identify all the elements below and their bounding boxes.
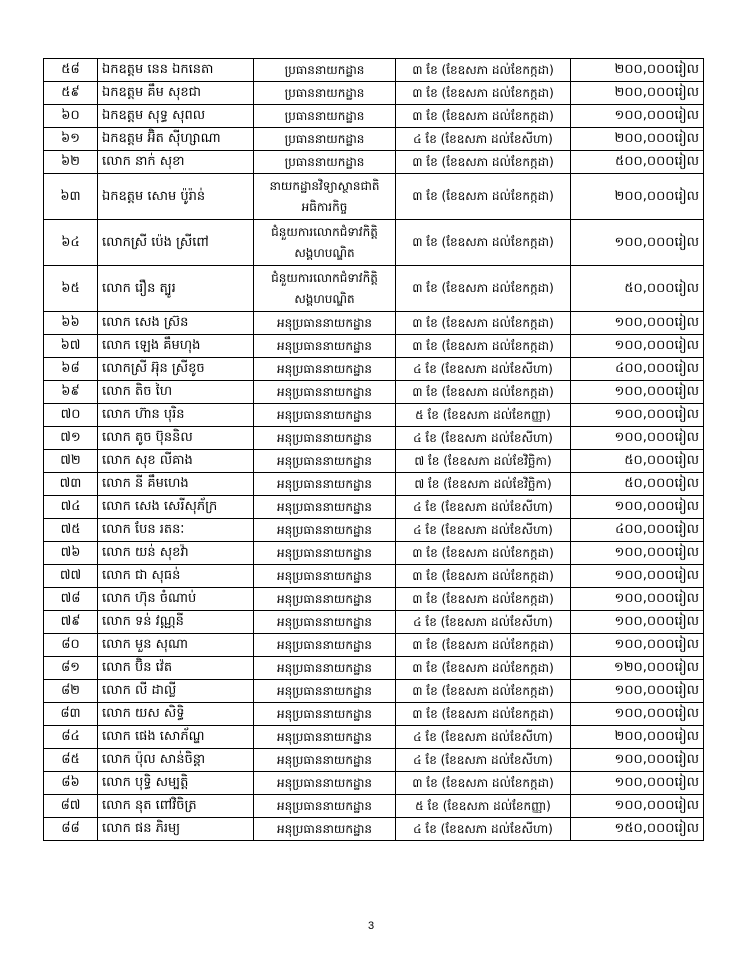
duration-cell: ៣ ខែ (ខែឧសភា ដល់ខែកក្កដា) [396,105,571,128]
duration-cell: ៣ ខែ (ខែឧសភា ដល់ខែកក្កដា) [396,266,571,312]
table-row [44,59,704,82]
duration-cell: ៣ ខែ (ខែឧសភា ដល់ខែកក្កដា) [396,772,571,795]
row-number-cell: ៦២ [44,151,98,174]
name-cell: លោក យន់ សុខវ៉ា [98,542,254,565]
name-cell: ឯកឧត្តម សុទ្ធ សុពល [98,105,254,128]
table-row [44,381,704,404]
name-cell: លោក ប៉ុល សាន់ចិន្តា [98,749,254,772]
duration-cell: ៣ ខែ (ខែឧសភា ដល់ខែកក្កដា) [396,542,571,565]
amount-cell: ១០០,០០០រៀល [571,795,704,818]
row-number-cell: ៨៤ [44,726,98,749]
duration-cell: ៣ ខែ (ខែឧសភា ដល់ខែកក្កដា) [396,151,571,174]
position-cell: ប្រធាននាយកដ្ឋាន [254,151,396,174]
name-cell: លោក បែន រតនៈ [98,519,254,542]
name-cell: លោក ផន ភិរម្យ [98,818,254,841]
position-cell: អនុប្រធាននាយកដ្ឋាន [254,772,396,795]
amount-cell: ១៥០,០០០រៀល [571,818,704,841]
duration-cell: ៣ ខែ (ខែឧសភា ដល់ខែកក្កដា) [396,381,571,404]
position-cell: អនុប្រធាននាយកដ្ឋាន [254,818,396,841]
table-row [44,450,704,473]
name-cell: លោក រឿន ត្បូរ [98,266,254,312]
name-cell: លោក មួន សុណា [98,634,254,657]
amount-cell: ១០០,០០០រៀល [571,565,704,588]
name-cell: លោក សេង ស្រ៊ន [98,312,254,335]
amount-cell: ១០០,០០០រៀល [571,611,704,634]
name-cell: លោក តិច ហៃ [98,381,254,404]
amount-cell: ១០០,០០០រៀល [571,680,704,703]
name-cell: លោក ហ៊ុន ចំណាប់ [98,588,254,611]
name-cell: លោក បុទ្ធិ សម្បត្តិ [98,772,254,795]
table-row [44,496,704,519]
amount-cell: ១០០,០០០រៀល [571,105,704,128]
row-number-cell: ៨៦ [44,772,98,795]
table-row [44,220,704,266]
name-cell: លោក នុត ពៅវិចិត្រ [98,795,254,818]
amount-cell: ១០០,០០០រៀល [571,496,704,519]
name-cell: លោក ឡេង គឹមហុង [98,335,254,358]
table-row [44,266,704,312]
name-cell: លោក ទន់ វណ្ណនី [98,611,254,634]
row-number-cell: ៨១ [44,657,98,680]
row-number-cell: ៨៥ [44,749,98,772]
row-number-cell: ៧៦ [44,542,98,565]
duration-cell: ៥ ខែ (ខែឧសភា ដល់ខែកញ្ញា) [396,404,571,427]
position-cell: អនុប្រធាននាយកដ្ឋាន [254,519,396,542]
name-cell: លោកស្រី ប៉េង ស្រីពៅ [98,220,254,266]
row-number-cell: ៥៩ [44,82,98,105]
table-row [44,358,704,381]
name-cell: លោក ប៊ិន វ៉េត [98,657,254,680]
row-number-cell: ៦៥ [44,266,98,312]
name-cell: លោក តូច ប៊ុននិល [98,427,254,450]
donation-table [43,58,704,841]
duration-cell: ៤ ខែ (ខែឧសភា ដល់ខែសីហា) [396,427,571,450]
row-number-cell: ៧៨ [44,588,98,611]
amount-cell: ១០០,០០០រៀល [571,381,704,404]
amount-cell: ៥០,០០០រៀល [571,473,704,496]
table-row [44,473,704,496]
position-cell: អនុប្រធាននាយកដ្ឋាន [254,611,396,634]
table-row [44,105,704,128]
row-number-cell: ៧០ [44,404,98,427]
position-cell: អនុប្រធាននាយកដ្ឋាន [254,404,396,427]
position-cell: ប្រធាននាយកដ្ឋាន [254,105,396,128]
duration-cell: ៣ ខែ (ខែឧសភា ដល់ខែកក្កដា) [396,588,571,611]
name-cell: លោក លី ដាល្លី [98,680,254,703]
table-row [44,818,704,841]
row-number-cell: ៧៥ [44,519,98,542]
row-number-cell: ៨៣ [44,703,98,726]
amount-cell: ២០០,០០០រៀល [571,82,704,105]
row-number-cell: ៦៩ [44,381,98,404]
duration-cell: ៣ ខែ (ខែឧសភា ដល់ខែកក្កដា) [396,335,571,358]
row-number-cell: ៦៣ [44,174,98,220]
amount-cell: ១០០,០០០រៀល [571,588,704,611]
duration-cell: ៣ ខែ (ខែឧសភា ដល់ខែកក្កដា) [396,174,571,220]
position-cell: អនុប្រធាននាយកដ្ឋាន [254,565,396,588]
position-cell: អនុប្រធាននាយកដ្ឋាន [254,473,396,496]
table-row [44,312,704,335]
position-cell: អនុប្រធាននាយកដ្ឋាន [254,588,396,611]
duration-cell: ៣ ខែ (ខែឧសភា ដល់ខែកក្កដា) [396,634,571,657]
duration-cell: ៥ ខែ (ខែឧសភា ដល់ខែកញ្ញា) [396,795,571,818]
name-cell: ឯកឧត្តម គឹម សុខជា [98,82,254,105]
row-number-cell: ៧១ [44,427,98,450]
table-row [44,634,704,657]
name-cell: លោក សេង សេរីសុភ័ក្រ [98,496,254,519]
duration-cell: ៣ ខែ (ខែឧសភា ដល់ខែកក្កដា) [396,680,571,703]
position-cell: អនុប្រធាននាយកដ្ឋាន [254,795,396,818]
table-row [44,82,704,105]
table-row [44,519,704,542]
amount-cell: ១០០,០០០រៀល [571,404,704,427]
row-number-cell: ៦១ [44,128,98,151]
position-cell: អនុប្រធាននាយកដ្ឋាន [254,450,396,473]
amount-cell: ៥០,០០០រៀល [571,450,704,473]
table-row [44,657,704,680]
amount-cell: ២០០,០០០រៀល [571,59,704,82]
duration-cell: ៤ ខែ (ខែឧសភា ដល់ខែសីហា) [396,726,571,749]
amount-cell: ២០០,០០០រៀល [571,726,704,749]
table-row [44,588,704,611]
position-cell: ប្រធាននាយកដ្ឋាន [254,59,396,82]
table-row [44,772,704,795]
position-cell: ជំនួយការលោកជំទាវកិត្តិ សង្គហបណ្ឌិត [254,266,396,312]
duration-cell: ៧ ខែ (ខែឧសភា ដល់ខែវិច្ឆិកា) [396,473,571,496]
table-row [44,795,704,818]
amount-cell: ១០០,០០០រៀល [571,335,704,358]
amount-cell: ១០០,០០០រៀល [571,220,704,266]
position-cell: អនុប្រធាននាយកដ្ឋាន [254,427,396,450]
position-cell: អនុប្រធាននាយកដ្ឋាន [254,680,396,703]
name-cell: លោក យស សិទ្ធិ [98,703,254,726]
amount-cell: ៥០០,០០០រៀល [571,151,704,174]
duration-cell: ៤ ខែ (ខែឧសភា ដល់ខែសីហា) [396,128,571,151]
position-cell: ជំនួយការលោកជំទាវកិត្តិ សង្គហបណ្ឌិត [254,220,396,266]
name-cell: ឯកឧត្តម នេន ឯកនេតា [98,59,254,82]
row-number-cell: ៦៦ [44,312,98,335]
row-number-cell: ៨០ [44,634,98,657]
amount-cell: ៤០០,០០០រៀល [571,358,704,381]
row-number-cell: ៦០ [44,105,98,128]
duration-cell: ៣ ខែ (ខែឧសភា ដល់ខែកក្កដា) [396,657,571,680]
row-number-cell: ៦៧ [44,335,98,358]
position-cell: អនុប្រធាននាយកដ្ឋាន [254,496,396,519]
table-row [44,726,704,749]
table-row [44,542,704,565]
name-cell: ឯកឧត្តម អ៊ិត ស៊ីហ្សាណា [98,128,254,151]
duration-cell: ៤ ខែ (ខែឧសភា ដល់ខែសីហា) [396,519,571,542]
table-row [44,174,704,220]
amount-cell: ១០០,០០០រៀល [571,703,704,726]
table-row [44,335,704,358]
amount-cell: ១០០,០០០រៀល [571,312,704,335]
amount-cell: ១០០,០០០រៀល [571,749,704,772]
position-cell: អនុប្រធាននាយកដ្ឋាន [254,703,396,726]
table-row [44,703,704,726]
duration-cell: ៤ ខែ (ខែឧសភា ដល់ខែសីហា) [396,749,571,772]
table-row [44,404,704,427]
amount-cell: ៥០,០០០រៀល [571,266,704,312]
duration-cell: ៣ ខែ (ខែឧសភា ដល់ខែកក្កដា) [396,59,571,82]
page-number: 3 [367,920,375,932]
duration-cell: ៤ ខែ (ខែឧសភា ដល់ខែសីហា) [396,611,571,634]
name-cell: លោក ផេង សោភ័ណ្ឌ [98,726,254,749]
table-row [44,680,704,703]
name-cell: ឯកឧត្តម សោម ប៉ូរ៉ាន់ [98,174,254,220]
table-row [44,611,704,634]
name-cell: លោកស្រី អ៊ុន ស្រីខូច [98,358,254,381]
row-number-cell: ៧៤ [44,496,98,519]
table-row [44,565,704,588]
position-cell: អនុប្រធាននាយកដ្ឋាន [254,335,396,358]
duration-cell: ៣ ខែ (ខែឧសភា ដល់ខែកក្កដា) [396,703,571,726]
row-number-cell: ៧៧ [44,565,98,588]
position-cell: នាយកដ្ឋានវិទ្យាស្ថានជាតិ អធិការកិច្ច [254,174,396,220]
amount-cell: ១០០,០០០រៀល [571,634,704,657]
amount-cell: ១០០,០០០រៀល [571,427,704,450]
table-row [44,749,704,772]
position-cell: អនុប្រធាននាយកដ្ឋាន [254,749,396,772]
duration-cell: ៣ ខែ (ខែឧសភា ដល់ខែកក្កដា) [396,312,571,335]
position-cell: អនុប្រធាននាយកដ្ឋាន [254,381,396,404]
table-row [44,427,704,450]
row-number-cell: ៨២ [44,680,98,703]
row-number-cell: ៧៩ [44,611,98,634]
row-number-cell: ៧២ [44,450,98,473]
amount-cell: ១០០,០០០រៀល [571,542,704,565]
position-cell: អនុប្រធាននាយកដ្ឋាន [254,726,396,749]
duration-cell: ៧ ខែ (ខែឧសភា ដល់ខែវិច្ឆិកា) [396,450,571,473]
amount-cell: ២០០,០០០រៀល [571,174,704,220]
position-cell: ប្រធាននាយកដ្ឋាន [254,82,396,105]
row-number-cell: ៨៧ [44,795,98,818]
table-row [44,128,704,151]
name-cell: លោក នាក់ សុខា [98,151,254,174]
name-cell: លោក ជា សុធន់ [98,565,254,588]
name-cell: លោក នី គឹមហេង [98,473,254,496]
position-cell: អនុប្រធាននាយកដ្ឋាន [254,657,396,680]
name-cell: លោក ហ៊ាន បុរិន [98,404,254,427]
row-number-cell: ៧៣ [44,473,98,496]
amount-cell: ១០០,០០០រៀល [571,772,704,795]
position-cell: ប្រធាននាយកដ្ឋាន [254,128,396,151]
position-cell: អនុប្រធាននាយកដ្ឋាន [254,358,396,381]
table-body [44,59,704,841]
duration-cell: ៣ ខែ (ខែឧសភា ដល់ខែកក្កដា) [396,82,571,105]
duration-cell: ៣ ខែ (ខែឧសភា ដល់ខែកក្កដា) [396,220,571,266]
table-row [44,151,704,174]
row-number-cell: ៦៤ [44,220,98,266]
position-cell: អនុប្រធាននាយកដ្ឋាន [254,542,396,565]
row-number-cell: ៥៨ [44,59,98,82]
duration-cell: ៣ ខែ (ខែឧសភា ដល់ខែកក្កដា) [396,565,571,588]
amount-cell: ៤០០,០០០រៀល [571,519,704,542]
row-number-cell: ៦៨ [44,358,98,381]
amount-cell: ១២០,០០០រៀល [571,657,704,680]
row-number-cell: ៨៨ [44,818,98,841]
amount-cell: ២០០,០០០រៀល [571,128,704,151]
duration-cell: ៤ ខែ (ខែឧសភា ដល់ខែសីហា) [396,358,571,381]
name-cell: លោក សុខ លីគាង [98,450,254,473]
duration-cell: ៤ ខែ (ខែឧសភា ដល់ខែសីហា) [396,818,571,841]
position-cell: អនុប្រធាននាយកដ្ឋាន [254,312,396,335]
duration-cell: ៤ ខែ (ខែឧសភា ដល់ខែសីហា) [396,496,571,519]
position-cell: អនុប្រធាននាយកដ្ឋាន [254,634,396,657]
